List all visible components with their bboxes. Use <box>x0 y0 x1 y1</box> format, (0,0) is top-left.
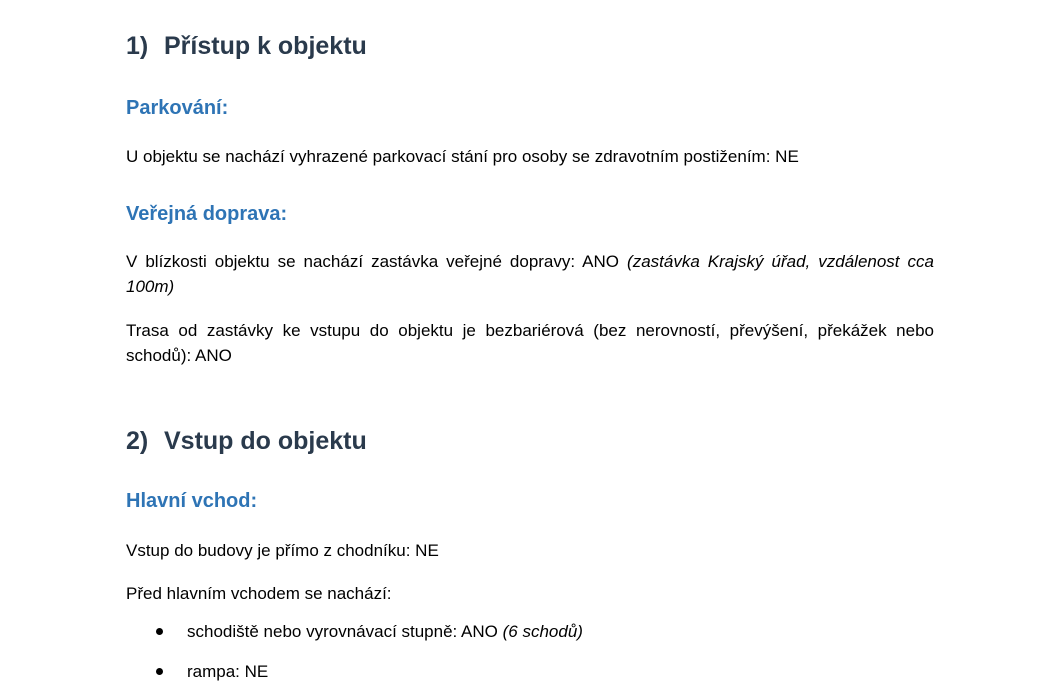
bullet-icon <box>156 628 163 635</box>
list-item-text: schodiště nebo vyrovnávací stupně: ANO <box>187 622 498 641</box>
transport-paragraph-2: Trasa od zastávky ke vstupu do objektu je bezbariérová (bez nerovností, převýšení, překážek nebo schodů): ANO <box>126 321 934 365</box>
section-1-number: 1) <box>126 32 149 60</box>
list-item <box>156 659 268 684</box>
list-item-text: rampa: NE <box>187 662 269 681</box>
parking-heading: Parkování: <box>126 97 229 119</box>
transport-paragraph-1 <box>126 249 934 299</box>
main-entrance-heading: Hlavní vchod: <box>126 490 258 512</box>
transport-heading: Veřejná doprava: <box>126 203 288 225</box>
transport-stop-note: (zastávka Krajský úřad, vzdálenost cca 100m) <box>126 252 934 296</box>
section-1-heading <box>126 32 367 61</box>
section-2-title: Vstup do objektu <box>164 427 367 455</box>
list-item-note: (6 schodů) <box>502 622 583 641</box>
main-entrance-paragraph-1: Vstup do budovy je přímo z chodníku: NE <box>126 541 439 560</box>
list-item <box>156 619 583 644</box>
section-1-title: Přístup k objektu <box>164 32 367 60</box>
transport-stop-text: V blízkosti objektu se nachází zastávka veřejné dopravy: ANO <box>126 252 620 271</box>
section-2-heading <box>126 427 367 456</box>
bullet-icon <box>156 668 163 675</box>
parking-text: U objektu se nachází vyhrazené parkovací stání pro osoby se zdravotním postižením: NE <box>126 147 799 166</box>
section-2-number: 2) <box>126 427 149 455</box>
main-entrance-paragraph-2: Před hlavním vchodem se nachází: <box>126 584 392 603</box>
